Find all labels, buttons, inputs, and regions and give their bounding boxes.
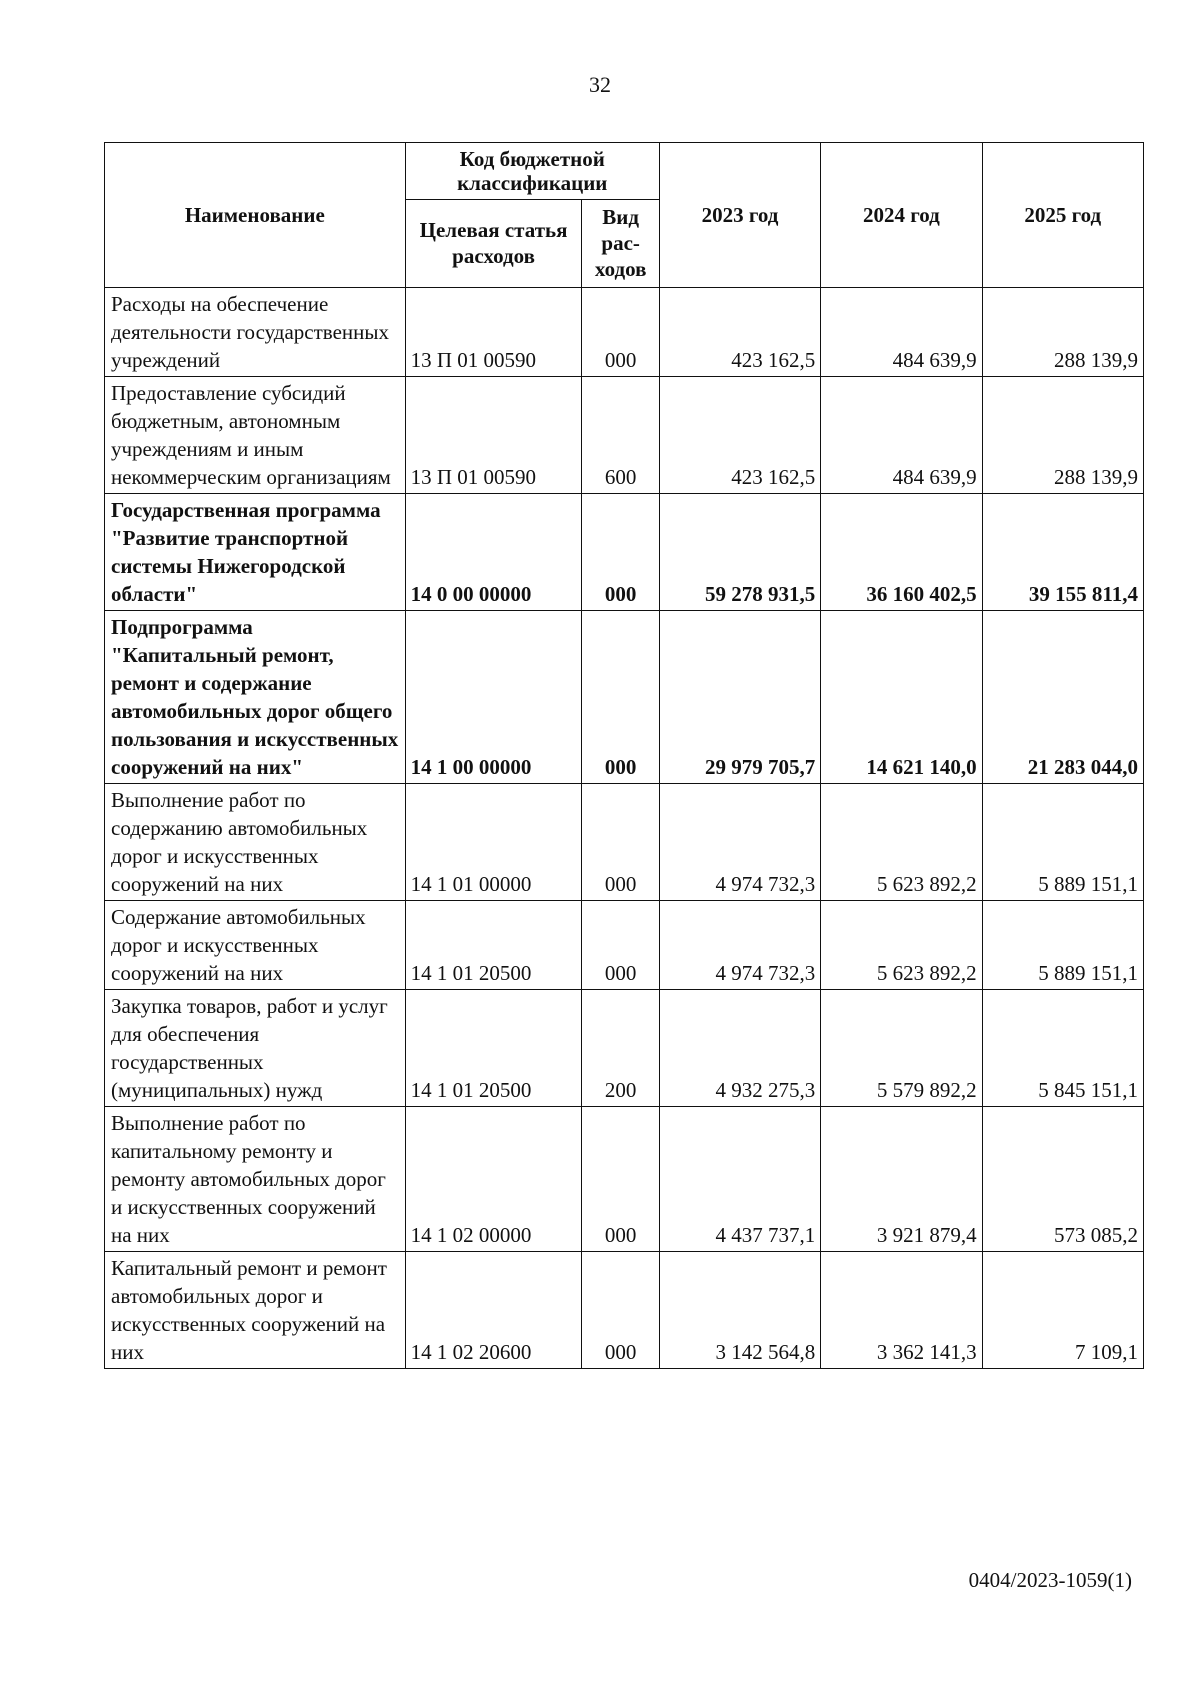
- row-value-2024: 3 921 879,4: [821, 1107, 982, 1252]
- row-name: Расходы на обеспечение деятельности государственных учреждений: [105, 288, 406, 377]
- row-value-2025: 21 283 044,0: [982, 611, 1143, 784]
- row-value-2023: 4 974 732,3: [659, 784, 820, 901]
- row-name: Капитальный ремонт и ремонт автомобильных дорог и искусственных сооружений на них: [105, 1252, 406, 1369]
- header-expense-type: Вид рас-ходов: [582, 199, 659, 288]
- row-target-article: 14 1 01 20500: [405, 901, 582, 990]
- row-value-2025: 288 139,9: [982, 288, 1143, 377]
- header-2025: 2025 год: [982, 143, 1143, 288]
- row-expense-type: 600: [582, 377, 659, 494]
- row-value-2024: 5 623 892,2: [821, 901, 982, 990]
- row-name: Подпрограмма "Капитальный ремонт, ремонт и содержание автомобильных дорог общего пользования и искусственных сооружений на них": [105, 611, 406, 784]
- row-value-2025: 573 085,2: [982, 1107, 1143, 1252]
- row-value-2023: 4 437 737,1: [659, 1107, 820, 1252]
- row-expense-type: 000: [582, 1107, 659, 1252]
- row-name: Содержание автомобильных дорог и искусственных сооружений на них: [105, 901, 406, 990]
- row-value-2024: 5 579 892,2: [821, 990, 982, 1107]
- row-expense-type: 000: [582, 784, 659, 901]
- row-expense-type: 000: [582, 611, 659, 784]
- row-value-2025: 5 889 151,1: [982, 784, 1143, 901]
- row-target-article: 13 П 01 00590: [405, 288, 582, 377]
- row-target-article: 14 1 02 00000: [405, 1107, 582, 1252]
- row-target-article: 14 0 00 00000: [405, 494, 582, 611]
- row-value-2025: 5 845 151,1: [982, 990, 1143, 1107]
- row-value-2023: 423 162,5: [659, 288, 820, 377]
- table-row: [105, 990, 1144, 1107]
- row-value-2023: 59 278 931,5: [659, 494, 820, 611]
- budget-table: [104, 142, 1144, 1369]
- row-expense-type: 000: [582, 494, 659, 611]
- table-row: [105, 494, 1144, 611]
- row-value-2023: 3 142 564,8: [659, 1252, 820, 1369]
- header-2023: 2023 год: [659, 143, 820, 288]
- header-row-1: [105, 143, 1144, 200]
- row-value-2023: 4 932 275,3: [659, 990, 820, 1107]
- header-code-group: Код бюджетной классификации: [405, 143, 659, 200]
- table-row: [105, 901, 1144, 990]
- header-2024: 2024 год: [821, 143, 982, 288]
- table-row: [105, 1107, 1144, 1252]
- page-number: 32: [589, 72, 611, 97]
- row-value-2024: 14 621 140,0: [821, 611, 982, 784]
- row-expense-type: 200: [582, 990, 659, 1107]
- document-code: 0404/2023-1059(1): [968, 1568, 1132, 1592]
- row-expense-type: 000: [582, 288, 659, 377]
- row-value-2023: 4 974 732,3: [659, 901, 820, 990]
- table-row: [105, 611, 1144, 784]
- row-value-2025: 7 109,1: [982, 1252, 1143, 1369]
- table-row: [105, 1252, 1144, 1369]
- table-row: [105, 784, 1144, 901]
- row-value-2024: 36 160 402,5: [821, 494, 982, 611]
- row-target-article: 14 1 00 00000: [405, 611, 582, 784]
- table-row: [105, 288, 1144, 377]
- header-name: Наименование: [105, 143, 406, 288]
- row-value-2024: 484 639,9: [821, 377, 982, 494]
- row-target-article: 14 1 01 00000: [405, 784, 582, 901]
- row-value-2025: 288 139,9: [982, 377, 1143, 494]
- row-name: Закупка товаров, работ и услуг для обеспечения государственных (муниципальных) нужд: [105, 990, 406, 1107]
- table-body: [105, 288, 1144, 1369]
- row-value-2025: 5 889 151,1: [982, 901, 1143, 990]
- row-name: Предоставление субсидий бюджетным, автономным учреждениям и иным некоммерческим организациям: [105, 377, 406, 494]
- row-value-2024: 484 639,9: [821, 288, 982, 377]
- row-value-2024: 5 623 892,2: [821, 784, 982, 901]
- row-target-article: 14 1 02 20600: [405, 1252, 582, 1369]
- row-target-article: 14 1 01 20500: [405, 990, 582, 1107]
- row-value-2023: 423 162,5: [659, 377, 820, 494]
- row-name: Выполнение работ по капитальному ремонту и ремонту автомобильных дорог и искусственных сооружений на них: [105, 1107, 406, 1252]
- row-expense-type: 000: [582, 901, 659, 990]
- row-name: Государственная программа "Развитие транспортной системы Нижегородской области": [105, 494, 406, 611]
- row-value-2024: 3 362 141,3: [821, 1252, 982, 1369]
- header-target-article: Целевая статья расходов: [405, 199, 582, 288]
- row-expense-type: 000: [582, 1252, 659, 1369]
- row-value-2025: 39 155 811,4: [982, 494, 1143, 611]
- row-name: Выполнение работ по содержанию автомобильных дорог и искусственных сооружений на них: [105, 784, 406, 901]
- row-target-article: 13 П 01 00590: [405, 377, 582, 494]
- row-value-2023: 29 979 705,7: [659, 611, 820, 784]
- table-row: [105, 377, 1144, 494]
